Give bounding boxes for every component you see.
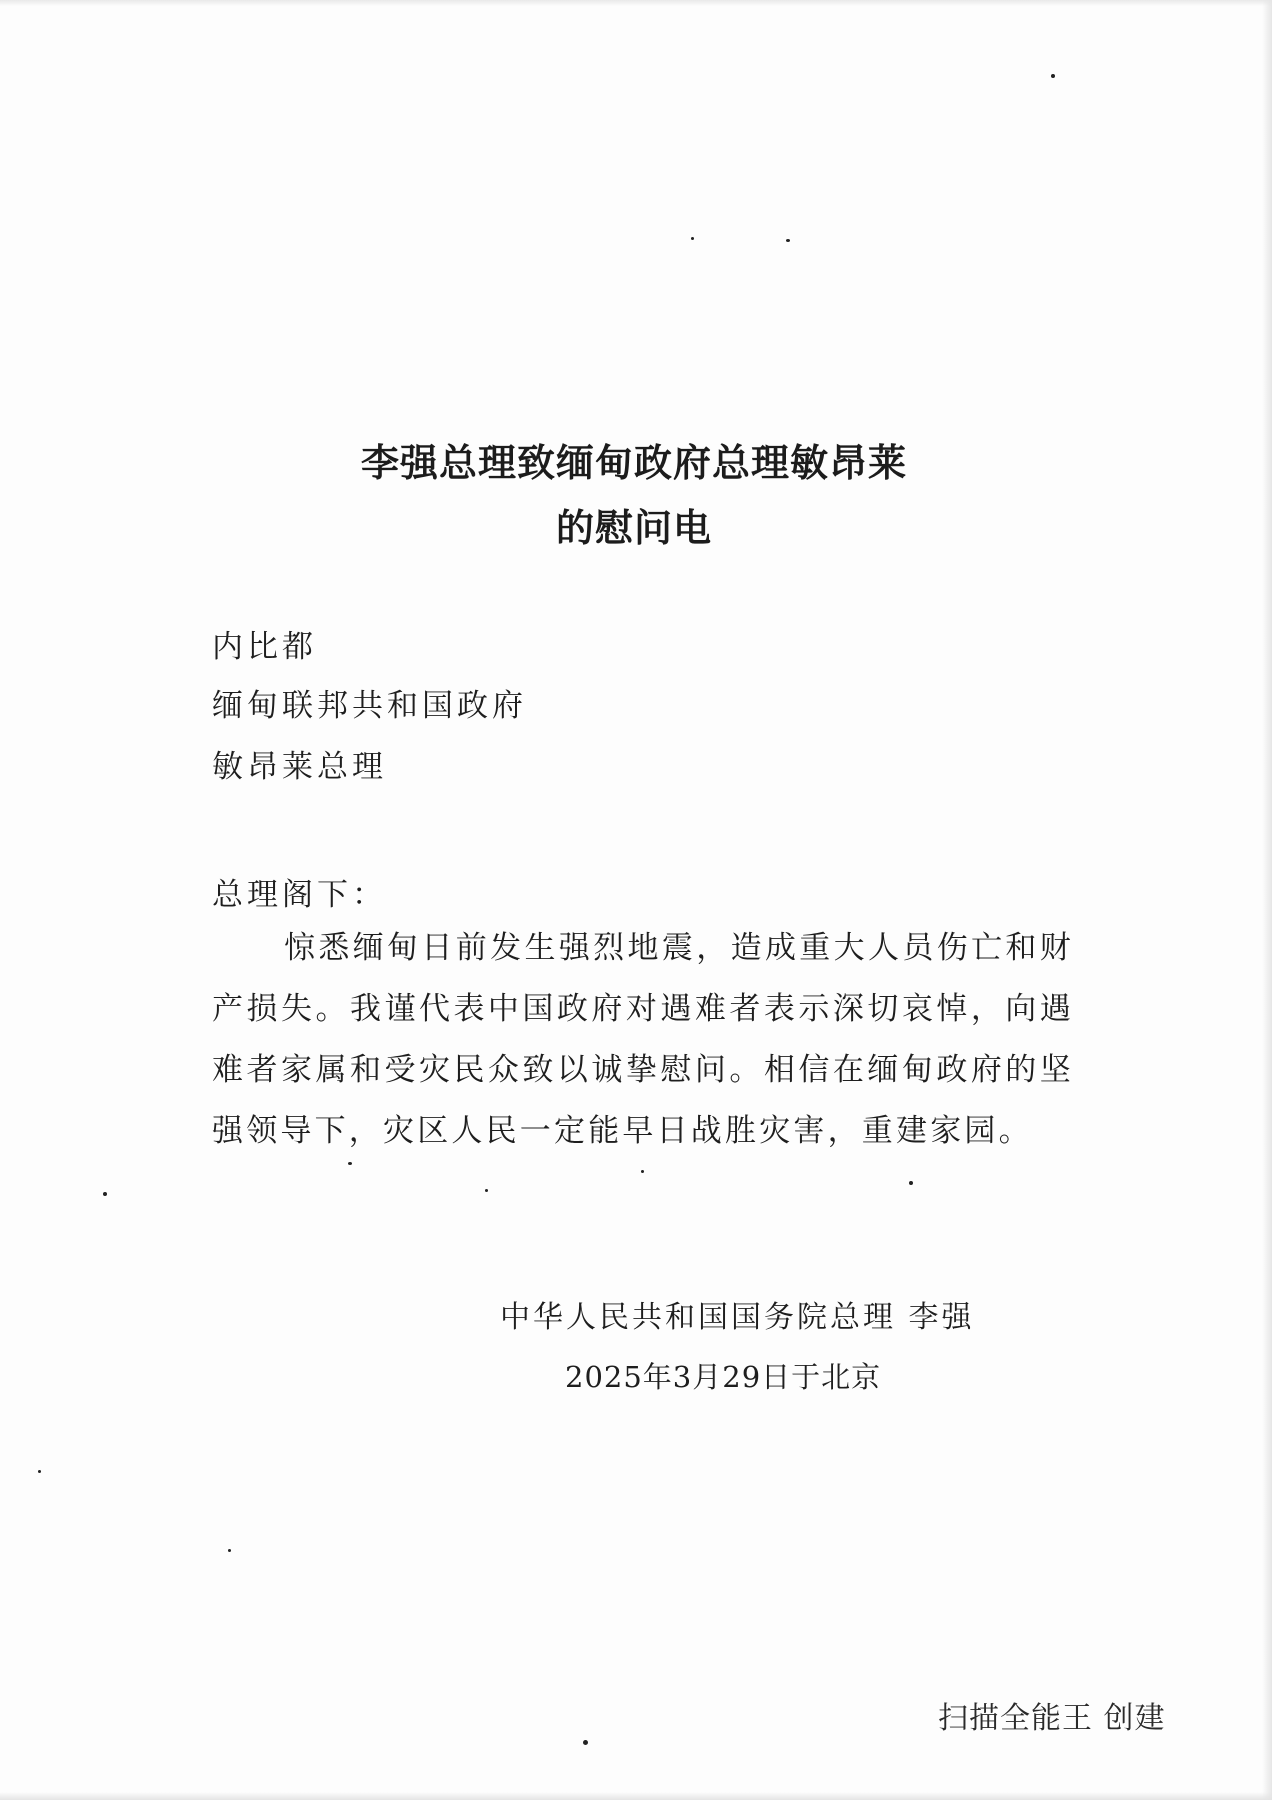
address-city: 内比都 xyxy=(212,629,317,665)
scan-speck xyxy=(228,1549,231,1552)
scan-speck xyxy=(1051,74,1055,78)
scan-speck xyxy=(909,1181,913,1185)
scan-speck xyxy=(103,1192,107,1196)
letter-body: 惊悉缅甸日前发生强烈地震，造成重大人员伤亡和财产损失。我谨代表中国政府对遇难者表示深切哀悼，向遇难者家属和受灾民众致以诚挚慰问。相信在缅甸政府的坚强领导下，灾区人民一定能早日战胜灾害，重建家园。 xyxy=(212,930,1074,1149)
address-recipient: 敏昂莱总理 xyxy=(212,749,387,785)
salutation: 总理阁下： xyxy=(212,877,387,913)
date-place: 2025年3月29日于北京 xyxy=(565,1360,882,1394)
scan-edge-right xyxy=(1262,0,1272,1800)
scan-edge-top xyxy=(0,0,1272,6)
scan-speck xyxy=(641,1170,644,1173)
scan-speck xyxy=(691,237,694,240)
scan-edge-bottom xyxy=(0,1792,1272,1800)
scan-speck xyxy=(583,1740,588,1745)
signature: 中华人民共和国国务院总理 李强 xyxy=(500,1300,975,1335)
address-government: 缅甸联邦共和国政府 xyxy=(212,688,527,724)
letter-title-line-1: 李强总理致缅甸政府总理敏昂莱 xyxy=(360,441,907,485)
scanner-watermark: 扫描全能王 创建 xyxy=(938,1701,1166,1736)
scan-speck xyxy=(786,239,790,242)
scan-speck xyxy=(485,1189,488,1192)
scan-speck xyxy=(38,1470,41,1473)
letter-title-line-2: 的慰问电 xyxy=(555,506,712,550)
scan-speck xyxy=(348,1162,352,1165)
